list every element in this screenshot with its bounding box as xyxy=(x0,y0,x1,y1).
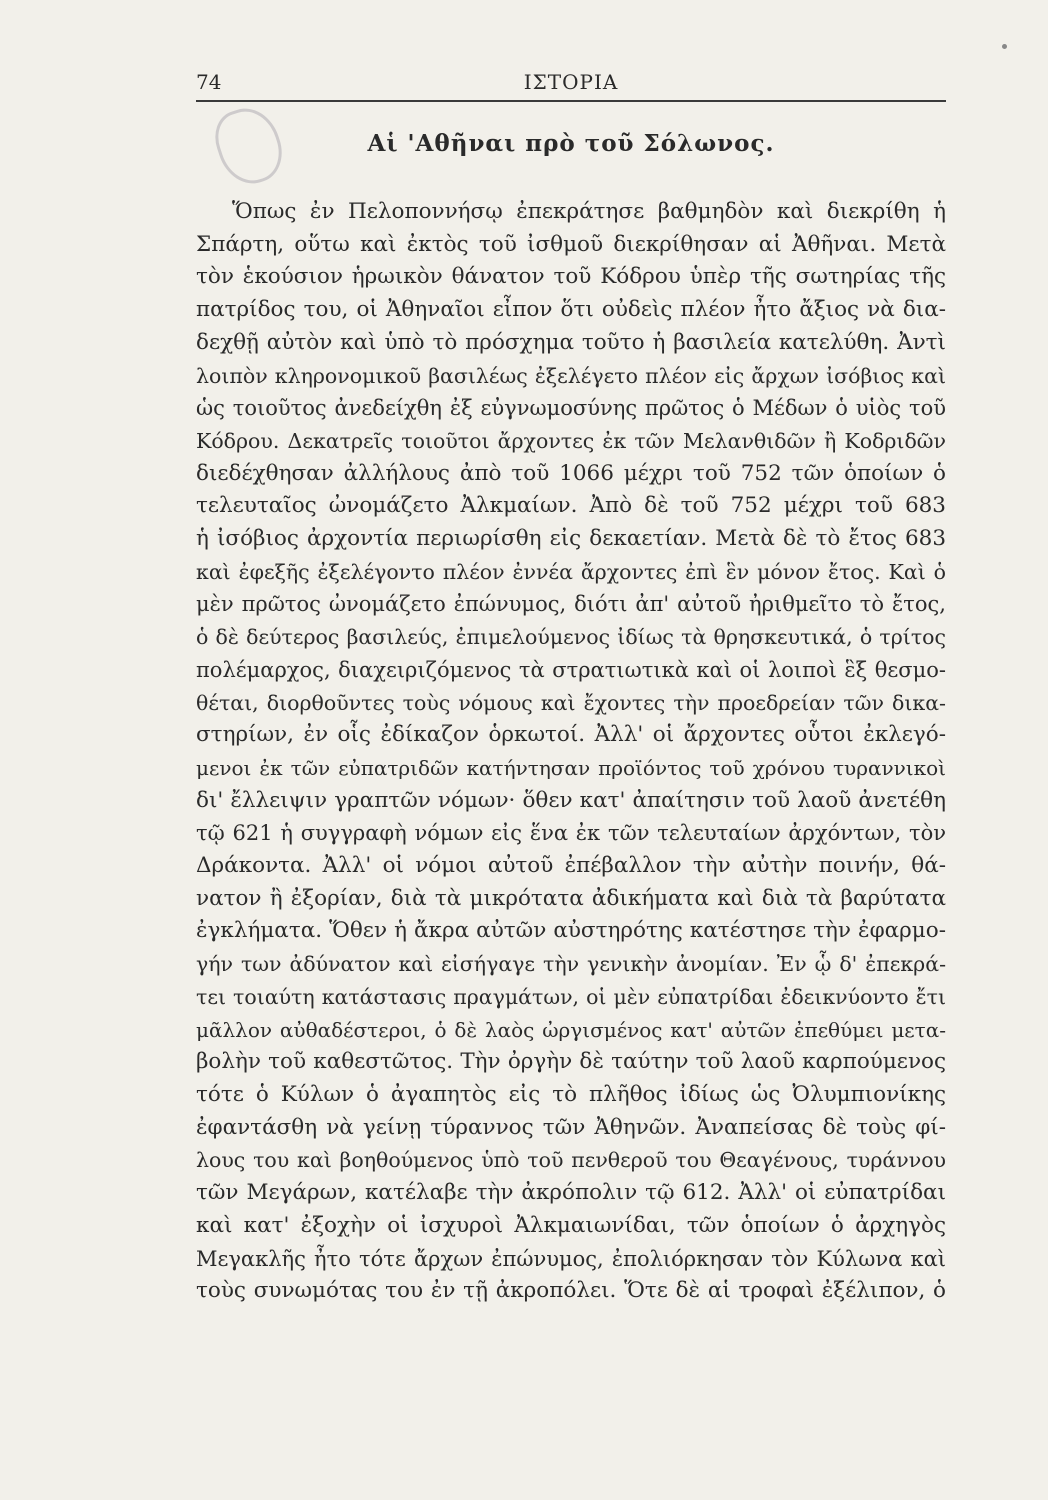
text-line: λοιπὸν κληρονομικοῦ βασιλέως ἐξελέγετο πλέον εἰς ἄρχων ἰσόβιος καὶ xyxy=(196,363,946,388)
text-line: ἐφαντάσθη νὰ γείνῃ τύραννος τῶν Ἀθηνῶν. Ἀναπείσας δὲ τοὺς φί- xyxy=(196,1114,946,1140)
text-line: δι' ἔλλειψιν γραπτῶν νόμων· ὅθεν κατ' ἀπαίτησιν τοῦ λαοῦ ἀνετέθη xyxy=(196,787,946,813)
text-line: τὸν ἑκούσιον ἡρωικὸν θάνατον τοῦ Κόδρου ὑπὲρ τῆς σωτηρίας τῆς xyxy=(196,264,946,290)
text-line: νατον ἢ ἐξορίαν, διὰ τὰ μικρότατα ἀδικήματα καὶ διὰ τὰ βαρύτατα xyxy=(196,885,946,911)
text-line: δεχθῇ αὐτὸν καὶ ὑπὸ τὸ πρόσχημα τοῦτο ἡ βασιλεία κατελύθη. Ἀντὶ xyxy=(196,329,946,355)
text-line: τῶν Μεγάρων, κατέλαβε τὴν ἀκρόπολιν τῷ 612. Ἀλλ' οἱ εὐπατρίδαι xyxy=(196,1180,946,1206)
text-line: ἡ ἰσόβιος ἀρχοντία περιωρίσθη εἰς δεκαετίαν. Μετὰ δὲ τὸ ἔτος 683 xyxy=(196,526,946,552)
text-line: Κόδρου. Δεκατρεῖς τοιοῦτοι ἄρχοντες ἐκ τῶν Μελανθιδῶν ἢ Κοδριδῶν xyxy=(196,428,946,453)
text-line: γήν των ἀδύνατον καὶ εἰσήγαγε τὴν γενικὴν ἀνομίαν. Ἐν ᾧ δ' ἐπεκρά- xyxy=(196,952,946,977)
text-line: πολέμαρχος, διαχειριζόμενος τὰ στρατιωτικὰ καὶ οἱ λοιποὶ ἓξ θεσμο- xyxy=(196,657,946,682)
text-line: μενοι ἐκ τῶν εὐπατριδῶν κατήντησαν προϊόντος τοῦ χρόνου τυραννικοὶ xyxy=(196,755,946,780)
text-line: Μεγακλῆς ἦτο τότε ἄρχων ἐπώνυμος, ἐπολιόρκησαν τὸν Κύλωνα καὶ xyxy=(196,1246,946,1271)
running-title: ΙΣΤΟΡΙΑ xyxy=(523,70,619,94)
page-number: 74 xyxy=(196,70,222,94)
text-line: διεδέχθησαν ἀλλήλους ἀπὸ τοῦ 1066 μέχρι τοῦ 752 τῶν ὁποίων ὁ xyxy=(196,460,946,486)
text-line: πατρίδος του, οἱ Ἀθηναῖοι εἶπον ὅτι οὐδεὶς πλέον ἦτο ἄξιος νὰ δια- xyxy=(196,297,946,323)
text-line: τῷ 621 ἡ συγγραφὴ νόμων εἰς ἕνα ἐκ τῶν τελευταίων ἀρχόντων, τὸν xyxy=(196,821,946,846)
text-line: Ὅπως ἐν Πελοποννήσῳ ἐπεκράτησε βαθμηδὸν καὶ διεκρίθη ἡ xyxy=(232,199,946,224)
text-line: μᾶλλον αὐθαδέστεροι, ὁ δὲ λαὸς ὠργισμένος κατ' αὐτῶν ἐπεθύμει μετα- xyxy=(196,1017,946,1042)
text-line: ὡς τοιοῦτος ἀνεδείχθη ἐξ εὐγνωμοσύνης πρῶτος ὁ Μέδων ὁ υἱὸς τοῦ xyxy=(196,396,946,421)
body-text xyxy=(196,196,946,1308)
text-line: λους του καὶ βοηθούμενος ὑπὸ τοῦ πενθεροῦ του Θεαγένους, τυράννου xyxy=(196,1148,946,1173)
text-line: τει τοιαύτη κατάστασις πραγμάτων, οἱ μὲν εὐπατρίδαι ἐδεικνύοντο ἔτι xyxy=(196,984,946,1009)
page-header xyxy=(196,66,946,102)
text-line: καὶ ἐφεξῆς ἐξελέγοντο πλέον ἐννέα ἄρχοντες ἐπὶ ἓν μόνον ἔτος. Καὶ ὁ xyxy=(196,559,946,584)
text-line: Σπάρτη, οὕτω καὶ ἐκτὸς τοῦ ἰσθμοῦ διεκρίθησαν αἱ Ἀθῆναι. Μετὰ xyxy=(196,231,946,257)
text-line: ὁ δὲ δεύτερος βασιλεύς, ἐπιμελούμενος ἰδίως τὰ θρησκευτικά, ὁ τρίτος xyxy=(196,625,946,650)
text-line: τελευταῖος ὠνομάζετο Ἀλκμαίων. Ἀπὸ δὲ τοῦ 752 μέχρι τοῦ 683 xyxy=(196,493,946,519)
text-line: στηρίων, ἐν οἷς ἐδίκαζον ὁρκωτοί. Ἀλλ' οἱ ἄρχοντες οὗτοι ἐκλεγό- xyxy=(196,722,946,748)
text-line: μὲν πρῶτος ὠνομάζετο ἐπώνυμος, διότι ἀπ' αὐτοῦ ἠριθμεῖτο τὸ ἔτος, xyxy=(196,592,946,617)
section-title: Αἱ 'Αθῆναι πρὸ τοῦ Σόλωνος. xyxy=(367,130,775,157)
text-line: Δράκοντα. Ἀλλ' οἱ νόμοι αὐτοῦ ἐπέβαλλον τὴν αὐτὴν ποινήν, θά- xyxy=(196,853,946,879)
text-line: καὶ κατ' ἐξοχὴν οἱ ἰσχυροὶ Ἀλκμαιωνίδαι, τῶν ὁποίων ὁ ἀρχηγὸς xyxy=(196,1212,946,1238)
text-line: ἐγκλήματα. Ὅθεν ἡ ἄκρα αὐτῶν αὐστηρότης κατέστησε τὴν ἐφαρμο- xyxy=(196,918,946,944)
text-line: τότε ὁ Κύλων ὁ ἀγαπητὸς εἰς τὸ πλῆθος ἰδίως ὡς Ὀλυμπιονίκης xyxy=(196,1081,946,1107)
text-line: τοὺς συνωμότας του ἐν τῇ ἀκροπόλει. Ὅτε δὲ αἱ τροφαὶ ἐξέλιπον, ὁ xyxy=(196,1278,946,1304)
text-line: θέται, διορθοῦντες τοὺς νόμους καὶ ἔχοντες τὴν προεδρείαν τῶν δικα- xyxy=(196,690,946,715)
text-line: βολὴν τοῦ καθεστῶτος. Τὴν ὀργὴν δὲ ταύτην τοῦ λαοῦ καρπούμενος xyxy=(196,1049,946,1075)
ink-dot xyxy=(1002,44,1007,49)
